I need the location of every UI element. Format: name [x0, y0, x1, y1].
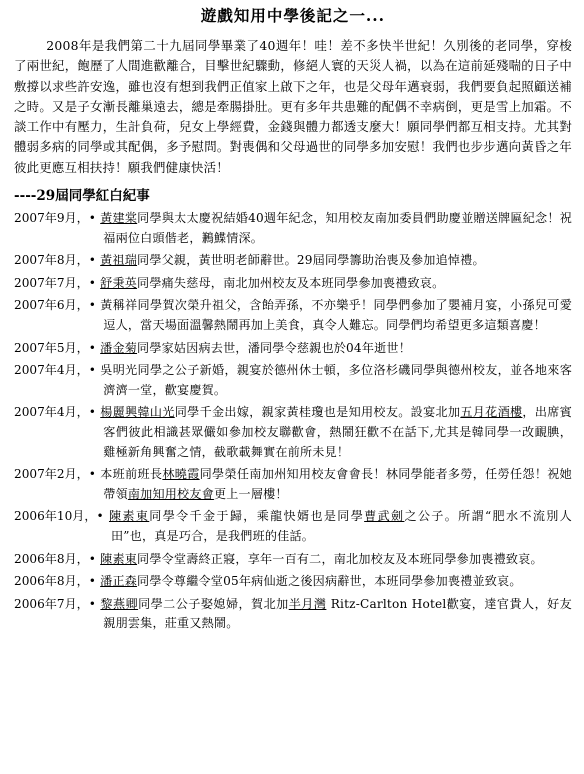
event-date: 2006年8月， [14, 574, 89, 589]
event-entry [14, 572, 572, 592]
event-text-segment: 同學家姑因病去世，潘同學令慈親也於04年逝世！ [137, 340, 412, 355]
event-text [89, 274, 572, 294]
underlined-name: 黃建棠 [100, 211, 138, 226]
event-date: 2007年5月， [14, 340, 89, 355]
event-text [89, 251, 572, 271]
bullet-icon: • [88, 405, 101, 420]
event-entry [14, 465, 572, 504]
event-entry [14, 361, 572, 400]
event-date: 2007年4月， [14, 405, 89, 420]
underlined-name: 潘金菊 [100, 340, 138, 355]
event-date: 2007年7月， [14, 275, 89, 290]
event-entry [14, 339, 572, 359]
event-entry [14, 507, 572, 546]
bullet-icon: • [88, 298, 101, 313]
event-date: 2007年4月， [14, 363, 89, 378]
underlined-name: 南加知用校友會 [127, 486, 214, 501]
event-text-segment: 更上一層樓！ [213, 486, 288, 501]
bullet-icon: • [88, 340, 101, 355]
underlined-name: 潘正森 [100, 574, 138, 589]
event-text-segment: 本班前班長 [100, 467, 163, 482]
event-text-segment: ，出席賓客們彼此相識甚眾儼如參加校友聯歡會，熱鬧狂歡不在話下,尤其是韓同學一改靦腆，雞極新角興奮之情，截歌載舞實在前所未見！ [103, 405, 572, 459]
event-text [89, 361, 572, 400]
bullet-icon: • [88, 275, 101, 290]
bullet-icon: • [88, 467, 101, 482]
event-text [89, 339, 572, 359]
event-text-segment: 同學令尊繼令堂05年病仙逝之後因病辭世，本班同學參加喪禮並致哀。 [137, 574, 522, 589]
document-title: 遊戲知用中學後記之一... [200, 6, 386, 25]
event-text [89, 550, 572, 570]
event-text-segment: 同學千金出嫁，親家黃桂瓊也是知用校友。設宴北加 [174, 405, 461, 420]
event-entry [14, 274, 572, 294]
event-entry [14, 251, 572, 271]
event-date: 2007年6月， [14, 298, 89, 313]
event-entry [14, 595, 572, 634]
events-list [14, 209, 572, 634]
event-text-segment: 同學令堂壽終正寢，享年一百有二，南北加校友及本班同學參加喪禮致哀。 [137, 551, 543, 566]
underlined-name: 陳素東 [108, 509, 150, 524]
event-text-segment: 同學與太太慶祝結婚40週年紀念，知用校友南加委員們助慶並贈送牌匾紀念！祝福兩位白頭偕老，鶼鰈情深。 [103, 211, 572, 245]
bullet-icon: • [88, 551, 101, 566]
event-text-segment: 吳明光同學之公子新婚，親宴於德州休士頓，多位洛杉磯同學與德州校友，並各地來客濟濟一堂，歡宴慶賀。 [100, 363, 572, 397]
underlined-name: 曹武劍 [364, 509, 405, 524]
event-text-segment: 同學二公子娶媳婦，賀北加 [138, 596, 289, 611]
event-date: 2006年7月， [14, 596, 89, 611]
event-entry [14, 296, 572, 335]
bullet-icon: • [96, 509, 109, 524]
event-date: 2006年10月， [14, 509, 97, 524]
underlined-name: 半月灣 [288, 596, 327, 611]
bullet-icon: • [88, 211, 101, 226]
section-title: ----29屆同學紅白紀事 [14, 188, 150, 205]
event-date: 2007年2月， [14, 467, 89, 482]
event-text-segment: 同學榮任南加州知用校友會會長！林同學能者多勞，任勞任怨！祝她帶領 [103, 467, 572, 501]
underlined-name: 韓山光 [137, 405, 175, 420]
underlined-name: 五月花酒樓 [460, 405, 523, 420]
intro-paragraph: 2008年是我們第二十九屆同學畢業了40週年！哇！差不多快半世紀！久別後的老同學，穿梭了兩世紀，飽歷了人間進歡離合，目擊世紀驟動，修絕人寰的天災人禍，以為在這前延殘喘的日子中敷撐以求些許安逸，雖也沒有想到我們正值家上啟下之年，也是父母年邁衰弱，我們要負起照顧送補之時。又是子女漸長離巢遠去，總是牽腸掛肚。更有多年共患難的配偶不幸病倒，更是雪上加霜。不談工作中有壓力，生計負荷，兒女上學經費，金錢與體力都透支麼大！願同學們都互相支持。尤其對體弱多病的同學或其配偶，多予慰問。對喪偶和父母過世的同學多加安慰！我們也步步邁向黃昏之年彼此更應互相扶持！願我們健康快活！ [14, 38, 572, 175]
underlined-name: 黃祖瑞 [100, 253, 138, 268]
event-text-segment: Ritz-Carlton Hotel歡宴，達官貴人，好友親朋雲集，莊重又熱鬧。 [103, 596, 572, 631]
event-text [89, 403, 572, 462]
event-text [89, 572, 572, 592]
bullet-icon: • [88, 253, 101, 268]
event-date: 2007年9月， [14, 211, 89, 226]
underlined-name: 舒秉英 [100, 275, 138, 290]
event-text-segment: 黃稱祥同學賀次榮升祖父，含飴弄孫，不亦樂乎！同學們參加了嬰補月宴，小孫兒可愛逗人，當天場面溫馨熱鬧再加上美食，真令人難忘。同學們均希望更多這類喜慶！ [100, 298, 572, 333]
event-text-segment: 之公子。所謂“肥水不流別人田”也，真是巧合，是我們班的佳話。 [110, 509, 572, 543]
event-entry [14, 209, 572, 248]
event-date: 2006年8月， [14, 551, 89, 566]
event-entry [14, 403, 572, 462]
event-text-segment: 同學令千金于歸，乘龍快婿也是同學 [149, 509, 365, 524]
underlined-name: 陳素東 [100, 551, 138, 566]
bullet-icon: • [88, 363, 101, 378]
event-text [89, 465, 572, 504]
bullet-icon: • [88, 596, 101, 611]
event-entry [14, 550, 572, 570]
event-text [96, 507, 572, 546]
bullet-icon: • [88, 574, 101, 589]
underlined-name: 林曉霞 [162, 467, 200, 482]
event-text [89, 296, 572, 335]
event-text-segment: 同學父親，黃世明老師辭世。29屆同學籌助治喪及參加追悼禮。 [137, 253, 485, 268]
event-text-segment: 同學痛失慈母，南北加州校友及本班同學參加喪禮致哀。 [137, 275, 445, 290]
underlined-name: 黎燕卿 [100, 596, 139, 611]
event-date: 2007年8月， [14, 253, 89, 268]
event-text [89, 595, 572, 634]
underlined-name: 楊麗興 [100, 405, 138, 420]
event-text [89, 209, 572, 248]
